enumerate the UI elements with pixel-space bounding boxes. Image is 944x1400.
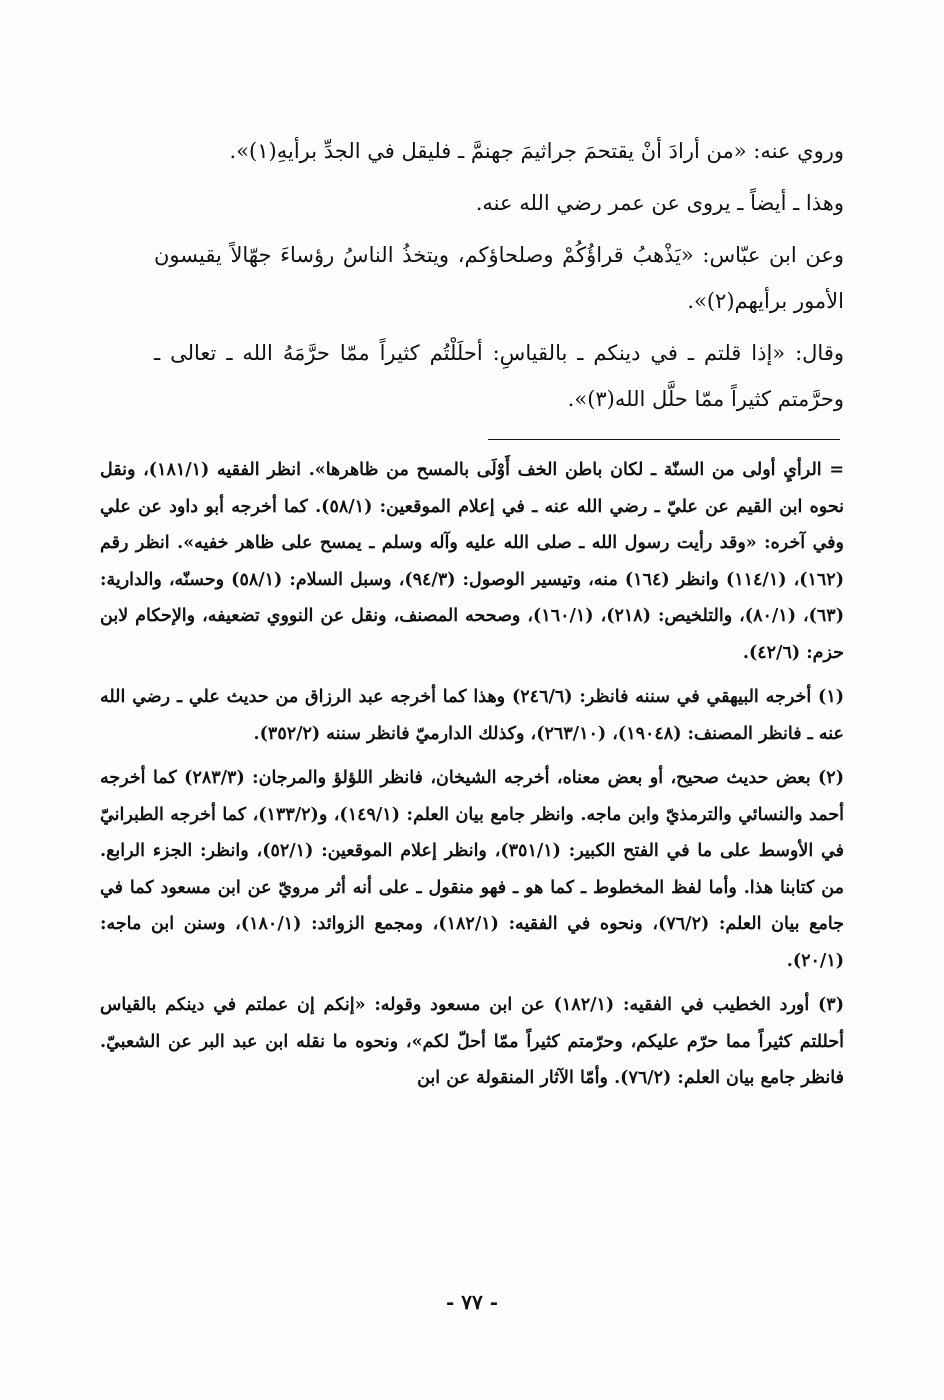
footnotes-block	[100, 452, 844, 1105]
main-paragraph: وعن ابن عبّاس: «يَذْهبُ قراؤُكُمْ وصلحاؤكم، ويتخذُ الناسُ رؤساءَ جهّالاً يقيسون الأمور برأيهم(٢)».	[154, 243, 844, 313]
page-number: - ٧٧ -	[445, 1290, 498, 1314]
main-paragraph: وروي عنه: «من أرادَ أنْ يقتحمَ جراثيمَ جهنمَّ ـ فليقل في الجدِّ برأيهِ(١)».	[229, 139, 844, 163]
footnote-2: (٢) بعض حديث صحيح، أو بعض معناه، أخرجه الشيخان، فانظر اللؤلؤ والمرجان: (٢٨٣/٣) كما أخرجه أحمد والنسائي والترمذيّ وابن ماجه. وانظر جامع بيان العلم: (١٤٩/١)، و(١٣٣/٢)، كما أخرجه الطبرانيّ في الأوسط على ما في الفتح الكبير: (٣٥١/١)، وانظر إعلام الموقعين: (٥٢/١)، وانظر: الجزء الرابع. من كتابنا هذا. وأما لفظ المخطوط ـ كما هو ـ فهو منقول ـ على أنه أثر مرويّ عن ابن مسعود كما في جامع بيان العلم: (٧٦/٢)، ونحوه في الفقيه: (١٨٢/١)، ومجمع الزوائد: (١٨٠/١)، وسنن ابن ماجه: (٢٠/١).	[100, 768, 845, 971]
main-paragraph: وهذا ـ أيضاً ـ يروى عن عمر رضي الله عنه.	[475, 191, 844, 215]
main-paragraph: وقال: «إذا قلتم ـ في دينكم ـ بالقياسِ: أحلَلْتُم كثيراً ممّا حرَّمَهُ الله ـ تعالى ـ وحرَّمتم كثيراً ممّا حلَّل الله(٣)».	[154, 341, 844, 411]
footnote-1: (١) أخرجه البيهقي في سننه فانظر: (٢٤٦/٦) وهذا كما أخرجه عبد الرزاق من حديث علي ـ رضي الله عنه ـ فانظر المصنف: (١٩٠٤٨)، (٢٦٣/١٠)، وكذلك الدارميّ فانظر سننه (٣٥٢/٢).	[100, 687, 844, 744]
footnote-continuation: = الرأيِ أولى من السنّة ـ لكان باطن الخف أَوْلَى بالمسح من ظاهرها». انظر الفقيه (١٨١/١)، ونقل نحوه ابن القيم عن عليّ ـ رضي الله عنه ـ في إعلام الموقعين: (٥٨/١). كما أخرجه أبو داود عن علي وفي آخره: «وقد رأيت رسول الله ـ صلى الله عليه وآله وسلم ـ يمسح على ظاهر خفيه». انظر رقم (١٦٢)، (١١٤/١) وانظر (١٦٤) منه، وتيسير الوصول: (٩٤/٣)، وسبل السلام: (٥٨/١) وحسنّه، والدارية: (٦٣)، (٨٠/١)، والتلخيص: (٢١٨)، (١٦٠/١)، وصححه المصنف، ونقل عن النووي تضعيفه، والإحكام لابن حزم: (٤٢/٦).	[100, 460, 844, 663]
footnote-3: (٣) أورد الخطيب في الفقيه: (١٨٢/١) عن ابن مسعود وقوله: «إنكم إن عملتم في دينكم بالقياس أحللتم كثيراً مما حرّم عليكم، وحرّمتم كثيراً ممّا أحلّ لكم»، ونحوه ما نقله ابن عبد البر عن الشعبيّ. فانظر جامع بيان العلم: (٧٦/٢). وأمّا الآثار المنقولة عن ابن	[100, 995, 844, 1088]
footnote-separator	[488, 439, 840, 440]
main-text-block	[154, 128, 844, 428]
